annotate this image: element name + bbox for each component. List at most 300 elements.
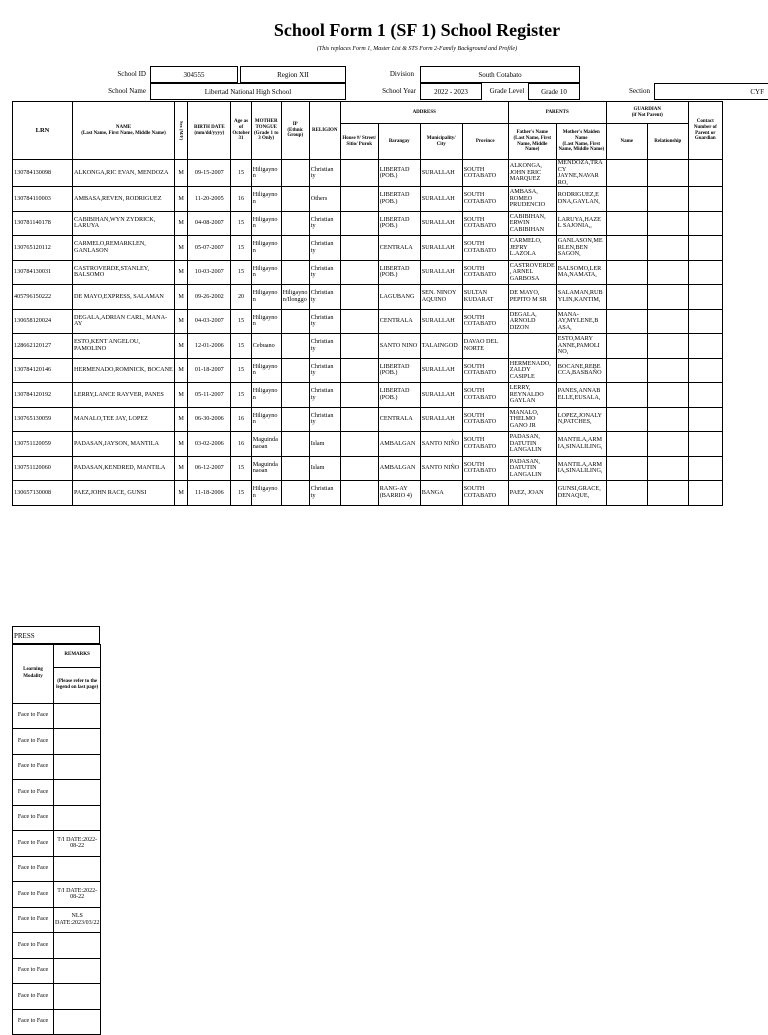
student-mother: BALSOMO,LER MA,NAMATA,: [556, 260, 606, 285]
student-age: 15: [231, 358, 251, 383]
student-lrn: 130751120060: [13, 456, 73, 481]
table-row: [13, 958, 101, 984]
student-province: SOUTH COTABATO: [462, 383, 508, 408]
student-guardian-name: [606, 334, 647, 359]
col-name: NAME (Last Name, First Name, Middle Name): [73, 102, 175, 160]
student-ip: [281, 358, 309, 383]
division-label: Division: [389, 70, 414, 78]
school-name-label: School Name: [108, 87, 146, 95]
student-mother-tongue: Hiligayno n: [251, 211, 281, 236]
student-house: [340, 160, 378, 187]
student-house: [340, 358, 378, 383]
student-lrn: 405796150222: [13, 285, 73, 310]
student-province: SOUTH COTABATO: [462, 187, 508, 212]
student-guardian-name: [606, 383, 647, 408]
student-sex: M: [175, 432, 188, 457]
student-mother: MANA-AY,MYLENE,B ASA,: [556, 309, 606, 334]
student-guardian-name: [606, 285, 647, 310]
table-row: [13, 754, 101, 780]
col-father: Father's Name (Last Name, First Name, Middle Name): [508, 124, 556, 160]
student-guardian-relationship: [647, 358, 688, 383]
learning-modality-cell: Face to Face: [13, 856, 54, 882]
remarks-cell: [54, 958, 101, 984]
student-father: CARMELO, JEFRY L.AZOLA: [508, 236, 556, 261]
table-row: [13, 260, 723, 285]
student-mother-tongue: Hiligayno n: [251, 309, 281, 334]
learning-modality-cell: Face to Face: [13, 729, 54, 755]
student-name: ESTO,KENT ANGELOU, PAMOLINO: [73, 334, 175, 359]
student-age: 16: [231, 187, 251, 212]
col-learning-modality: Learning Modality: [13, 644, 54, 703]
student-mother: MANTILA,ARM IA,SINALILING,: [556, 432, 606, 457]
student-contact: [688, 456, 722, 481]
student-guardian-name: [606, 309, 647, 334]
student-father: DE MAYO, PEPITO M SR: [508, 285, 556, 310]
student-province: SOUTH COTABATO: [462, 236, 508, 261]
student-birth-date: 03-02-2006: [188, 432, 231, 457]
student-lrn: 130751120059: [13, 432, 73, 457]
student-guardian-relationship: [647, 285, 688, 310]
student-barangay: LIBERTAD (POB.): [378, 187, 420, 212]
student-mother: PANES,ANNAB ELLE,EUSALA,: [556, 383, 606, 408]
student-ip: [281, 211, 309, 236]
student-province: SOUTH COTABATO: [462, 481, 508, 506]
student-birth-date: 05-07-2007: [188, 236, 231, 261]
student-guardian-relationship: [647, 407, 688, 432]
student-contact: [688, 432, 722, 457]
student-religion: Christian ty: [309, 260, 340, 285]
remarks-table: [12, 626, 101, 1035]
student-age: 15: [231, 260, 251, 285]
student-contact: [688, 211, 722, 236]
student-lrn: 130781140178: [13, 211, 73, 236]
student-barangay: LIBERTAD (POB.): [378, 260, 420, 285]
learning-modality-cell: Face to Face: [13, 754, 54, 780]
student-lrn: 128662120127: [13, 334, 73, 359]
student-sex: M: [175, 334, 188, 359]
student-mother: GUNSI,GRACE, DENAQUE,: [556, 481, 606, 506]
student-name: PADASAN,KENDRED, MANTILA: [73, 456, 175, 481]
student-sex: M: [175, 309, 188, 334]
student-age: 15: [231, 160, 251, 187]
student-mother: MENDOZA,TRA CY JAYNE,NAVAR RO,: [556, 160, 606, 187]
student-ip: [281, 481, 309, 506]
grade-level-label: Grade Level: [489, 87, 525, 95]
student-barangay: LAGUBANG: [378, 285, 420, 310]
student-ip: Hiligayno n/Ilonggo: [281, 285, 309, 310]
student-lrn: 130784120146: [13, 358, 73, 383]
student-municipality: SURALLAH: [420, 187, 462, 212]
student-guardian-relationship: [647, 334, 688, 359]
student-religion: Christian ty: [309, 334, 340, 359]
student-barangay: LIBERTAD (POB.): [378, 383, 420, 408]
learning-modality-cell: Face to Face: [13, 933, 54, 959]
col-province: Province: [462, 124, 508, 160]
student-religion: Others: [309, 187, 340, 212]
student-birth-date: 04-03-2007: [188, 309, 231, 334]
student-contact: [688, 407, 722, 432]
student-mother-tongue: Maguinda naoan: [251, 456, 281, 481]
table-row: [13, 334, 723, 359]
student-barangay: CENTRALA: [378, 407, 420, 432]
school-year-value: 2022 - 2023: [420, 83, 482, 100]
student-lrn: 130784130098: [13, 160, 73, 187]
learning-modality-cell: Face to Face: [13, 882, 54, 908]
student-religion: Islam: [309, 432, 340, 457]
student-ip: [281, 260, 309, 285]
student-ip: [281, 236, 309, 261]
col-birth-date: BIRTH DATE (mm/dd/yyyy): [188, 102, 231, 160]
form-subtitle: (This replaces Form 1, Master List & STS Form 2-Family Background and Profile): [316, 46, 518, 52]
student-province: SULTAN KUDARAT: [462, 285, 508, 310]
student-contact: [688, 160, 722, 187]
table-row: [13, 984, 101, 1010]
student-guardian-name: [606, 260, 647, 285]
table-row: [13, 285, 723, 310]
col-house: House #/ Street/ Sitio/ Purok: [340, 124, 378, 160]
student-municipality: SEN. NINOY AQUINO: [420, 285, 462, 310]
student-mother: SALAMAN,RUB YLIN,KANTIM,: [556, 285, 606, 310]
student-mother: GANLASON,ME RLEN,BEN SAGON,: [556, 236, 606, 261]
col-ip: IP (Ethnic Group): [281, 102, 309, 160]
table-row: [13, 407, 723, 432]
student-name: ALKONGA,RIC EVAN, MENDOZA: [73, 160, 175, 187]
student-father: MANALO, THELMO GANO JR: [508, 407, 556, 432]
student-barangay: LIBERTAD (POB.): [378, 211, 420, 236]
region-value: Region XII: [240, 66, 346, 83]
student-name: AMBASA,REVEN, RODRIGUEZ: [73, 187, 175, 212]
student-lrn: 130784130031: [13, 260, 73, 285]
student-birth-date: 06-12-2007: [188, 456, 231, 481]
student-province: DAVAO DEL NORTE: [462, 334, 508, 359]
student-mother-tongue: Maguinda naoan: [251, 432, 281, 457]
remarks-cell: NLS DATE:2023/03/22: [54, 907, 101, 933]
student-municipality: SURALLAH: [420, 309, 462, 334]
student-ip: [281, 456, 309, 481]
table-row: [13, 211, 723, 236]
student-age: 15: [231, 236, 251, 261]
student-province: SOUTH COTABATO: [462, 456, 508, 481]
table-row: [13, 729, 101, 755]
student-mother: BOCANE,REBE CCA,BASBAÑO: [556, 358, 606, 383]
table-row: [13, 933, 101, 959]
student-contact: [688, 383, 722, 408]
register-table: [12, 101, 723, 506]
student-contact: [688, 309, 722, 334]
student-house: [340, 309, 378, 334]
learning-modality-cell: Face to Face: [13, 703, 54, 729]
student-religion: Christian ty: [309, 407, 340, 432]
student-birth-date: 11-18-2006: [188, 481, 231, 506]
student-father: PAEZ, JOAN: [508, 481, 556, 506]
student-name: HERMENADO,ROMNICK, BOCANE: [73, 358, 175, 383]
student-municipality: SURALLAH: [420, 160, 462, 187]
student-religion: Christian ty: [309, 481, 340, 506]
student-sex: M: [175, 383, 188, 408]
col-guardian: GUARDIAN (if Not Parent): [606, 102, 688, 124]
student-province: SOUTH COTABATO: [462, 407, 508, 432]
student-barangay: CENTRALA: [378, 309, 420, 334]
student-guardian-relationship: [647, 187, 688, 212]
student-guardian-relationship: [647, 160, 688, 187]
student-name: CASTROVERDE,STANLEY, BALSOMO: [73, 260, 175, 285]
student-birth-date: 11-20-2005: [188, 187, 231, 212]
col-barangay: Barangay: [378, 124, 420, 160]
student-municipality: SURALLAH: [420, 358, 462, 383]
learning-modality-cell: Face to Face: [13, 831, 54, 857]
student-birth-date: 09-26-2002: [188, 285, 231, 310]
progress-section-title: PRESS: [12, 626, 100, 644]
student-municipality: SURALLAH: [420, 260, 462, 285]
student-sex: M: [175, 160, 188, 187]
student-guardian-name: [606, 481, 647, 506]
table-row: [13, 481, 723, 506]
student-ip: [281, 407, 309, 432]
student-province: SOUTH COTABATO: [462, 358, 508, 383]
table-row: [13, 1009, 101, 1035]
table-row: [13, 236, 723, 261]
student-house: [340, 383, 378, 408]
col-parents: PARENTS: [508, 102, 606, 124]
student-sex: M: [175, 236, 188, 261]
school-year-label: School Year: [382, 87, 416, 95]
col-contact: Contact Number of Parent or Guardian: [688, 102, 722, 160]
student-mother-tongue: Hiligayno n: [251, 236, 281, 261]
student-house: [340, 285, 378, 310]
student-lrn: 130658120024: [13, 309, 73, 334]
student-barangay: CENTRALA: [378, 236, 420, 261]
student-father: PADASAN, DATUTIN LANGALIN: [508, 432, 556, 457]
table-row: [13, 383, 723, 408]
student-father: HERMENADO, ZALDY CASIPLE: [508, 358, 556, 383]
student-contact: [688, 285, 722, 310]
student-mother-tongue: Hiligayno n: [251, 481, 281, 506]
student-ip: [281, 432, 309, 457]
student-guardian-name: [606, 432, 647, 457]
student-sex: M: [175, 456, 188, 481]
student-religion: Christian ty: [309, 160, 340, 187]
student-sex: M: [175, 407, 188, 432]
student-guardian-name: [606, 211, 647, 236]
table-row: [13, 780, 101, 806]
student-municipality: SANTO NIÑO: [420, 456, 462, 481]
student-house: [340, 187, 378, 212]
col-religion: RELIGION: [309, 102, 340, 160]
student-age: 16: [231, 407, 251, 432]
student-province: SOUTH COTABATO: [462, 260, 508, 285]
student-sex: M: [175, 211, 188, 236]
student-sex: M: [175, 285, 188, 310]
student-age: 20: [231, 285, 251, 310]
student-age: 15: [231, 383, 251, 408]
table-row: [13, 907, 101, 933]
student-barangay: LIBERTAD (POB.): [378, 358, 420, 383]
student-birth-date: 04-08-2007: [188, 211, 231, 236]
student-guardian-relationship: [647, 481, 688, 506]
student-name: CABIBIHAN,WYN ZYDRICK, LARUYA: [73, 211, 175, 236]
student-father: [508, 334, 556, 359]
student-province: SOUTH COTABATO: [462, 160, 508, 187]
student-age: 15: [231, 211, 251, 236]
section-label: Section: [629, 87, 650, 95]
student-name: PADASAN,JAYSON, MANTILA: [73, 432, 175, 457]
remarks-cell: [54, 1009, 101, 1035]
student-guardian-relationship: [647, 383, 688, 408]
remarks-cell: [54, 984, 101, 1010]
student-birth-date: 12-01-2006: [188, 334, 231, 359]
table-row: [13, 882, 101, 908]
student-barangay: LIBERTAD (POB.): [378, 160, 420, 187]
table-row: [13, 856, 101, 882]
grade-level-value: Grade 10: [528, 83, 580, 100]
remarks-cell: [54, 729, 101, 755]
student-barangay: RANG-AY (BARRIO 4): [378, 481, 420, 506]
student-lrn: 130765120112: [13, 236, 73, 261]
student-guardian-relationship: [647, 211, 688, 236]
student-mother: RODRIGUEZ,E DNA,GAYLAN,: [556, 187, 606, 212]
student-municipality: SURALLAH: [420, 211, 462, 236]
student-mother-tongue: Hiligayno n: [251, 260, 281, 285]
student-municipality: SANTO NIÑO: [420, 432, 462, 457]
student-birth-date: 05-11-2007: [188, 383, 231, 408]
student-house: [340, 456, 378, 481]
student-contact: [688, 334, 722, 359]
division-value: South Cotabato: [420, 66, 580, 83]
student-guardian-relationship: [647, 236, 688, 261]
student-province: SOUTH COTABATO: [462, 309, 508, 334]
student-contact: [688, 358, 722, 383]
student-municipality: SURALLAH: [420, 236, 462, 261]
student-birth-date: 06-30-2006: [188, 407, 231, 432]
student-father: ALKONGA, JOHN ERIC MARQUEZ: [508, 160, 556, 187]
form-title: School Form 1 (SF 1) School Register: [273, 20, 561, 40]
student-barangay: AMBALGAN: [378, 432, 420, 457]
col-guardian-name: Name: [606, 124, 647, 160]
school-id-value: 304555: [150, 66, 238, 83]
table-row: [13, 309, 723, 334]
student-mother-tongue: Hiligayno n: [251, 187, 281, 212]
student-religion: Christian ty: [309, 211, 340, 236]
student-ip: [281, 187, 309, 212]
student-sex: M: [175, 187, 188, 212]
school-id-label: School ID: [117, 70, 146, 78]
student-mother-tongue: Hiligayno n: [251, 383, 281, 408]
student-lrn: 130657130008: [13, 481, 73, 506]
student-house: [340, 432, 378, 457]
student-father: AMBASA, ROMEO PRUDENCIO: [508, 187, 556, 212]
student-barangay: SANTO NINO: [378, 334, 420, 359]
col-lrn: LRN: [13, 102, 73, 160]
col-remarks: REMARKS: [54, 644, 101, 667]
student-municipality: TALAINGOD: [420, 334, 462, 359]
student-religion: Christian ty: [309, 236, 340, 261]
student-house: [340, 236, 378, 261]
student-birth-date: 09-15-2007: [188, 160, 231, 187]
student-father: CASTROVERDE , ARNEL GARBOSA: [508, 260, 556, 285]
student-name: DE MAYO,EXPRESS, SALAMAN: [73, 285, 175, 310]
student-sex: M: [175, 481, 188, 506]
student-mother: MANTILA,ARM IA,SINALILING,: [556, 456, 606, 481]
student-sex: M: [175, 358, 188, 383]
student-age: 15: [231, 309, 251, 334]
student-mother-tongue: Hiligayno n: [251, 160, 281, 187]
student-municipality: BANGA: [420, 481, 462, 506]
student-ip: [281, 334, 309, 359]
table-row: [13, 187, 723, 212]
student-religion: Christian ty: [309, 383, 340, 408]
student-ip: [281, 383, 309, 408]
student-guardian-relationship: [647, 309, 688, 334]
student-guardian-name: [606, 358, 647, 383]
student-municipality: SURALLAH: [420, 407, 462, 432]
student-father: LERRY, REYNALDO GAYLAN: [508, 383, 556, 408]
student-age: 15: [231, 481, 251, 506]
remarks-cell: [54, 703, 101, 729]
student-guardian-name: [606, 407, 647, 432]
remarks-cell: [54, 754, 101, 780]
section-value: CYF: [654, 83, 768, 100]
table-row: [13, 432, 723, 457]
student-house: [340, 260, 378, 285]
student-municipality: SURALLAH: [420, 383, 462, 408]
student-mother-tongue: Hiligayno n: [251, 285, 281, 310]
student-mother-tongue: Cebuano: [251, 334, 281, 359]
student-sex: M: [175, 260, 188, 285]
table-row: [13, 703, 101, 729]
student-contact: [688, 236, 722, 261]
col-municipality: Municipality/ City: [420, 124, 462, 160]
student-name: DEGALA,ADRIAN CARL, MANA-AY: [73, 309, 175, 334]
student-guardian-relationship: [647, 456, 688, 481]
table-row: [13, 358, 723, 383]
student-province: SOUTH COTABATO: [462, 432, 508, 457]
learning-modality-cell: Face to Face: [13, 907, 54, 933]
table-row: [13, 831, 101, 857]
student-age: 15: [231, 456, 251, 481]
student-father: DEGALA, ARNOLD DIZON: [508, 309, 556, 334]
student-religion: Christian ty: [309, 285, 340, 310]
student-religion: Islam: [309, 456, 340, 481]
col-sex: Sex (M/F): [175, 102, 188, 160]
col-remarks-sub: (Please refer to the legend on last page): [54, 667, 101, 703]
col-mother: Mother's Maiden Name (Last Name, First Name, Middle Name): [556, 124, 606, 160]
student-guardian-name: [606, 160, 647, 187]
table-row: [13, 456, 723, 481]
remarks-cell: [54, 856, 101, 882]
student-birth-date: 10-03-2007: [188, 260, 231, 285]
student-house: [340, 481, 378, 506]
student-contact: [688, 481, 722, 506]
student-guardian-name: [606, 187, 647, 212]
student-house: [340, 407, 378, 432]
student-name: MANALO,TEE JAY, LOPEZ: [73, 407, 175, 432]
student-name: LERRY,LANCE RAYVER, PANES: [73, 383, 175, 408]
student-birth-date: 01-18-2007: [188, 358, 231, 383]
student-lrn: 130784110003: [13, 187, 73, 212]
col-age: Age as of October 31: [231, 102, 251, 160]
student-father: CABIBIHAN, ERWIN CABIBIHAN: [508, 211, 556, 236]
remarks-cell: T/I DATE:2022-08-22: [54, 831, 101, 857]
student-ip: [281, 309, 309, 334]
student-province: SOUTH COTABATO: [462, 211, 508, 236]
learning-modality-cell: Face to Face: [13, 958, 54, 984]
table-row: [13, 805, 101, 831]
learning-modality-cell: Face to Face: [13, 805, 54, 831]
student-lrn: 130784120192: [13, 383, 73, 408]
student-age: 16: [231, 432, 251, 457]
student-ip: [281, 160, 309, 187]
student-house: [340, 334, 378, 359]
